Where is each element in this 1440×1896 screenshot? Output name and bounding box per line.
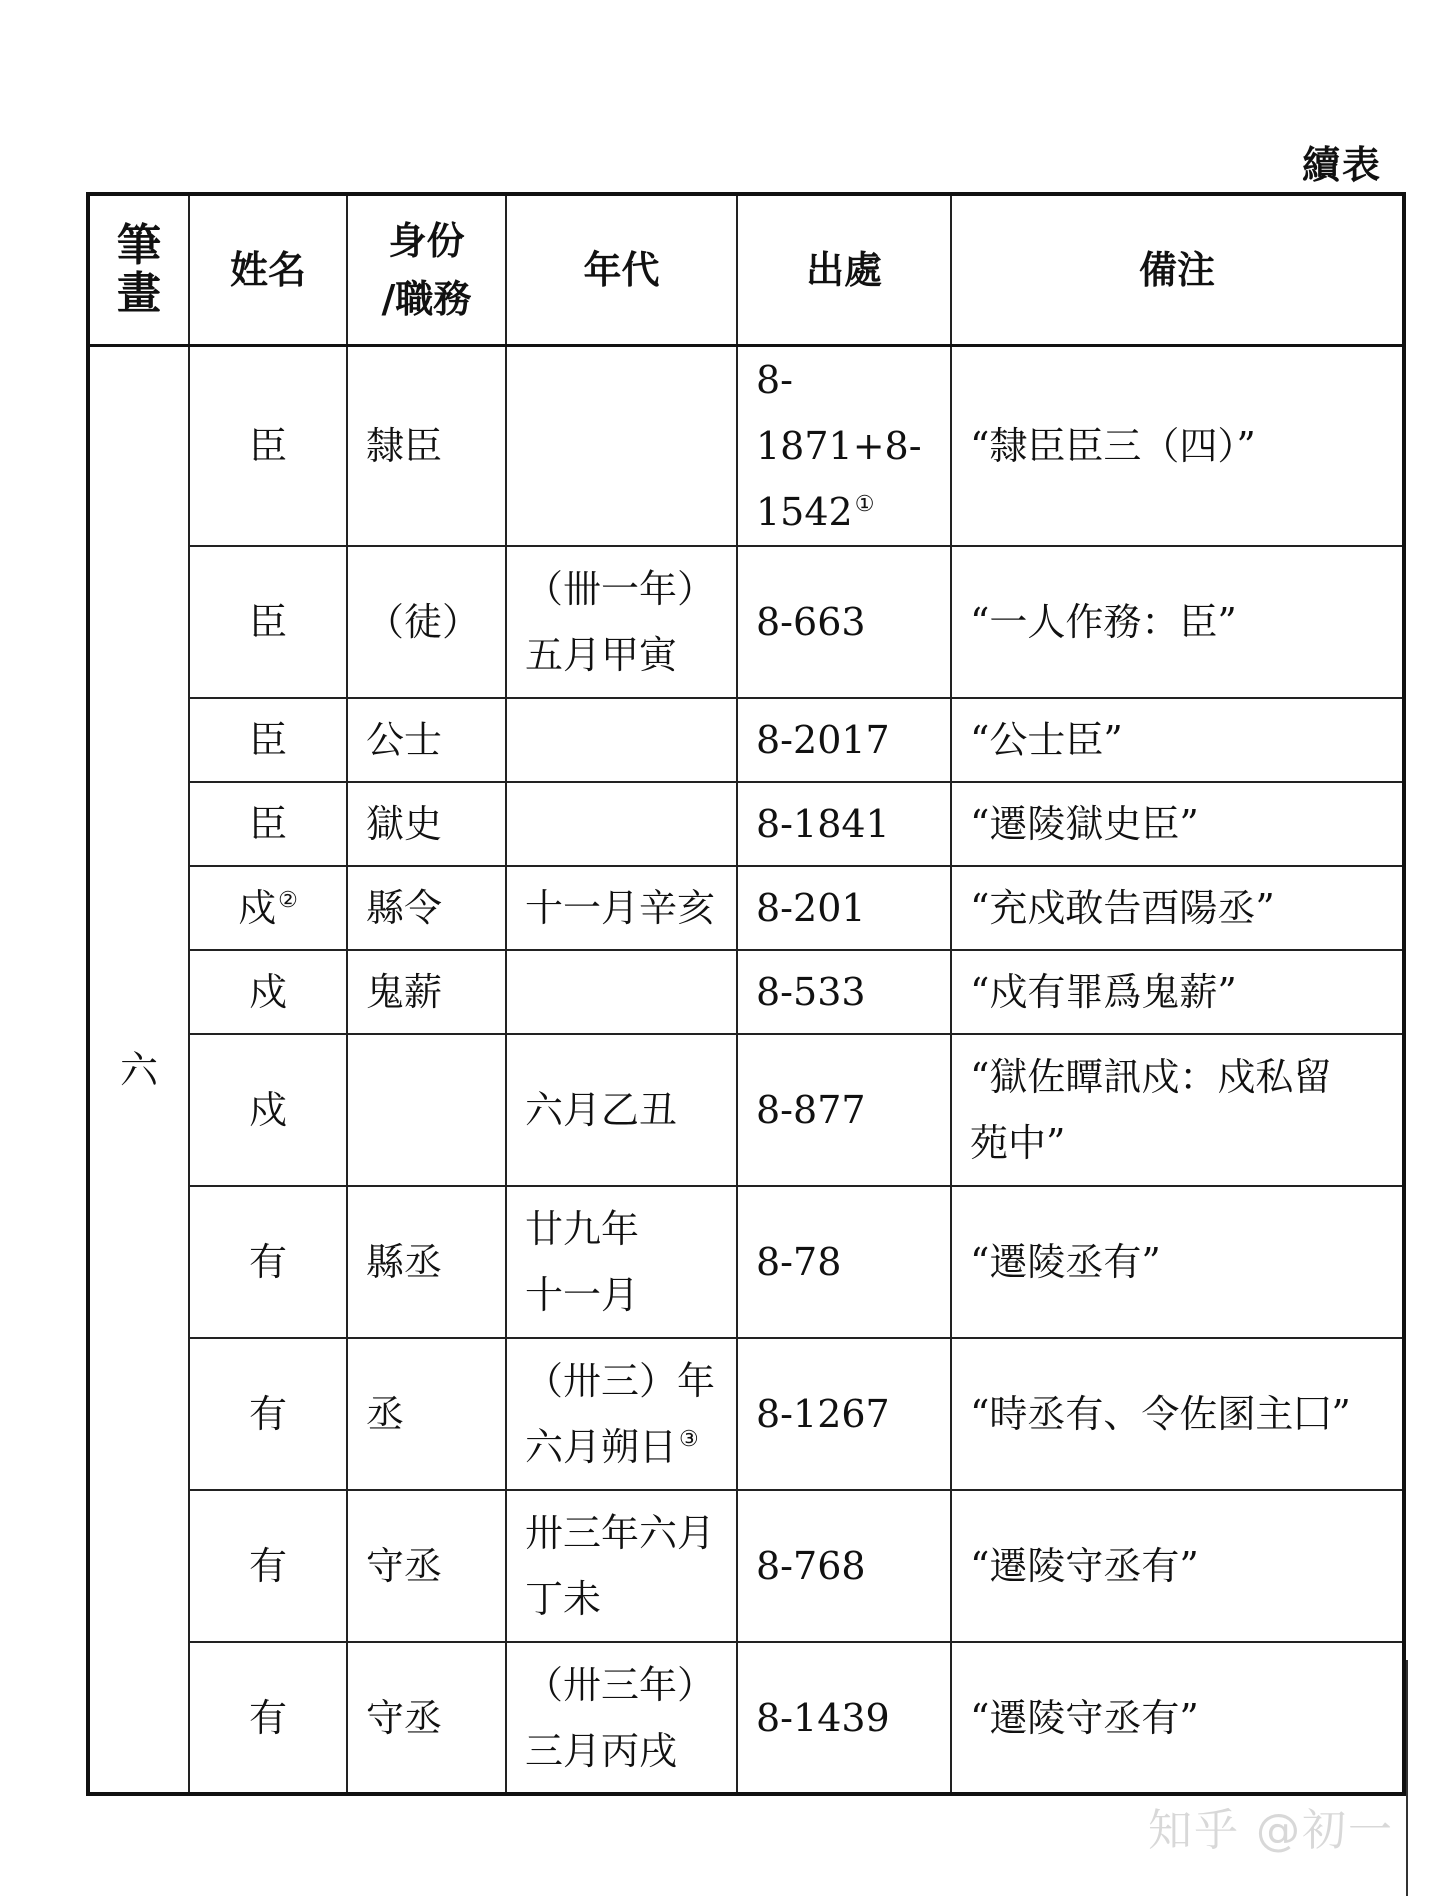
- source-cell: [737, 346, 951, 547]
- date-cell-text: 卅三年六月 丁未: [525, 1511, 716, 1621]
- name-cell-text: 有: [248, 1544, 287, 1588]
- source-cell-text: 8-768: [756, 1544, 866, 1588]
- header-stroke: [88, 194, 189, 346]
- header-name-label: 姓名: [229, 247, 306, 292]
- table-body: [88, 346, 1404, 1795]
- date-cell-text: 十一月辛亥: [525, 886, 716, 930]
- role-cell-text: （徒）: [366, 600, 481, 644]
- source-cell: [737, 950, 951, 1034]
- date-cell: [506, 698, 737, 782]
- role-cell: [347, 698, 506, 782]
- role-cell: [347, 1642, 506, 1794]
- source-cell-text: 8-201: [756, 886, 866, 930]
- footnote-marker: ②: [278, 888, 298, 914]
- page-edge-line: [1406, 1660, 1408, 1896]
- date-cell-text: 六月乙丑: [525, 1088, 678, 1132]
- source-cell: [737, 1338, 951, 1490]
- name-cell-text: 有: [248, 1695, 287, 1740]
- note-cell-text: “遷陵守丞有”: [970, 1544, 1199, 1588]
- note-cell-text: “遷陵守丞有”: [970, 1695, 1199, 1740]
- name-cell: [189, 1338, 347, 1490]
- continued-table-label: 續表: [1301, 142, 1382, 187]
- role-cell-text: 公士: [366, 718, 443, 762]
- date-cell: [506, 950, 737, 1034]
- table-row: [88, 866, 1404, 950]
- role-cell: [347, 1338, 506, 1490]
- note-cell-text: “遷陵獄史臣”: [970, 802, 1199, 846]
- header-note-label: 備注: [1138, 247, 1215, 292]
- note-cell-text: “公士臣”: [970, 718, 1123, 762]
- date-cell: [506, 782, 737, 866]
- source-cell: [737, 1186, 951, 1338]
- table-row: [88, 950, 1404, 1034]
- source-cell-text: 8-1841: [756, 802, 890, 846]
- note-cell: [951, 346, 1404, 547]
- source-cell-text: 8-78: [756, 1240, 842, 1284]
- date-cell: [506, 546, 737, 698]
- date-cell: [506, 1034, 737, 1186]
- role-cell-text: 丞: [366, 1392, 405, 1436]
- date-cell: [506, 866, 737, 950]
- name-cell: [189, 1186, 347, 1338]
- role-cell: [347, 1034, 506, 1186]
- table-row: [88, 1642, 1404, 1794]
- header-source: [737, 194, 951, 346]
- note-cell: [951, 866, 1404, 950]
- table-row: [88, 1186, 1404, 1338]
- role-cell-text: 守丞: [366, 1695, 443, 1740]
- note-cell-text: “獄佐瞫訊戍：戍私留 苑中”: [970, 1055, 1332, 1165]
- note-cell-text: “遷陵丞有”: [970, 1240, 1161, 1284]
- name-cell-text: 有: [248, 1240, 287, 1284]
- source-cell: [737, 1642, 951, 1794]
- table-row: [88, 1490, 1404, 1642]
- header-date-label: 年代: [583, 247, 660, 292]
- note-cell: [951, 950, 1404, 1034]
- role-cell-text: 隸臣: [366, 424, 443, 468]
- note-cell-text: “時丞有、令佐圂主囗”: [970, 1392, 1351, 1436]
- source-cell: [737, 1034, 951, 1186]
- name-cell: [189, 698, 347, 782]
- table-header-row: [88, 194, 1404, 346]
- name-register-table: [86, 192, 1406, 1796]
- note-cell: [951, 782, 1404, 866]
- source-cell-text: 8-2017: [756, 718, 890, 762]
- source-cell-text: 8-1439: [756, 1695, 890, 1740]
- header-role: [347, 194, 506, 346]
- source-cell: [737, 1490, 951, 1642]
- name-cell: [189, 1034, 347, 1186]
- note-cell: [951, 1338, 1404, 1490]
- name-cell: [189, 1642, 347, 1794]
- source-cell: [737, 698, 951, 782]
- note-cell-text: “充戍敢告酉陽丞”: [970, 886, 1275, 930]
- date-cell-text: 廿九年 十一月: [525, 1207, 640, 1317]
- source-cell-text: 8-877: [756, 1088, 866, 1132]
- role-cell: [347, 866, 506, 950]
- source-cell: [737, 782, 951, 866]
- footnote-marker: ①: [854, 492, 875, 518]
- header-name: [189, 194, 347, 346]
- date-cell: [506, 1186, 737, 1338]
- note-cell-text: “隸臣臣三（四）”: [970, 424, 1256, 468]
- source-cell: [737, 866, 951, 950]
- name-cell-text: 臣: [248, 802, 287, 846]
- note-cell-text: “一人作務：臣”: [970, 600, 1237, 644]
- name-cell-text: 戍: [248, 1088, 287, 1132]
- date-cell: [506, 346, 737, 547]
- note-cell: [951, 1034, 1404, 1186]
- name-cell-text: 臣: [248, 718, 287, 762]
- name-cell: [189, 866, 347, 950]
- note-cell: [951, 698, 1404, 782]
- note-cell: [951, 1642, 1404, 1794]
- name-cell: [189, 950, 347, 1034]
- date-cell-text: （卅三）年 六月朔日: [525, 1359, 716, 1469]
- note-cell: [951, 546, 1404, 698]
- name-cell-text: 有: [248, 1392, 287, 1436]
- table-row: [88, 1338, 1404, 1490]
- header-source-label: 出處: [805, 247, 882, 292]
- header-date: [506, 194, 737, 346]
- note-cell: [951, 1490, 1404, 1642]
- note-cell: [951, 1186, 1404, 1338]
- date-cell: [506, 1490, 737, 1642]
- note-cell-text: “戍有罪爲鬼薪”: [970, 970, 1237, 1014]
- table-row: [88, 782, 1404, 866]
- source-cell-text: 8-663: [756, 600, 866, 644]
- role-cell: [347, 346, 506, 547]
- header-stroke-label: 筆 畫: [117, 220, 161, 319]
- footnote-marker: ③: [679, 1427, 699, 1453]
- role-cell-text: 獄史: [366, 802, 443, 846]
- table-row: [88, 698, 1404, 782]
- role-cell-text: 鬼薪: [366, 970, 443, 1014]
- role-cell-text: 縣令: [366, 886, 443, 930]
- header-note: [951, 194, 1404, 346]
- name-cell: [189, 346, 347, 547]
- date-cell: [506, 1642, 737, 1794]
- role-cell: [347, 782, 506, 866]
- name-cell-text: 臣: [248, 600, 287, 644]
- date-cell-text: （卅三年） 三月丙戌: [525, 1662, 716, 1773]
- table-row: [88, 1034, 1404, 1186]
- name-cell: [189, 782, 347, 866]
- role-cell-text: 守丞: [366, 1544, 443, 1588]
- date-cell: [506, 1338, 737, 1490]
- role-cell: [347, 1490, 506, 1642]
- watermark: 知乎 @初一: [1148, 1805, 1394, 1856]
- source-cell-text: 8-1871+8- 1542: [756, 358, 922, 534]
- source-cell: [737, 546, 951, 698]
- role-cell: [347, 1186, 506, 1338]
- role-cell: [347, 546, 506, 698]
- name-cell: [189, 546, 347, 698]
- stroke-count-cell: [88, 346, 189, 1795]
- name-cell: [189, 1490, 347, 1642]
- source-cell-text: 8-1267: [756, 1392, 890, 1436]
- role-cell: [347, 950, 506, 1034]
- name-cell-text: 戍: [248, 970, 287, 1014]
- name-cell-text: 臣: [248, 424, 287, 468]
- date-cell-text: （卌一年） 五月甲寅: [525, 567, 716, 677]
- source-cell-text: 8-533: [756, 970, 866, 1014]
- header-role-label: 身份 /職務: [381, 218, 472, 321]
- role-cell-text: 縣丞: [366, 1240, 443, 1284]
- stroke-count-value: 六: [119, 1047, 158, 1092]
- table-row: [88, 346, 1404, 547]
- name-cell-text: 戍: [238, 886, 277, 930]
- table-row: [88, 546, 1404, 698]
